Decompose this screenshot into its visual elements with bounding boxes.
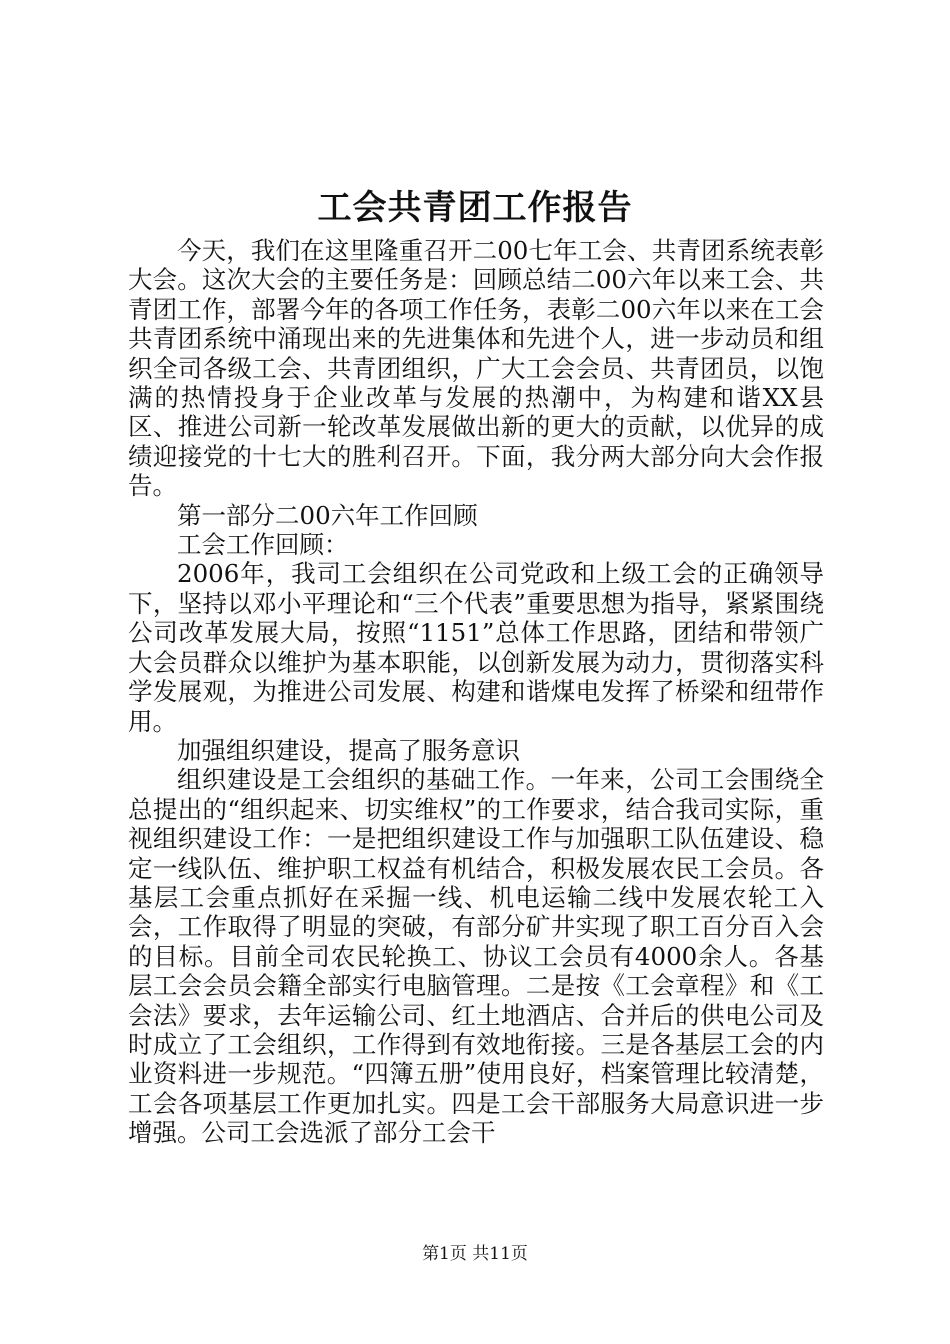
document-body — [128, 236, 824, 1148]
paragraph-organization-building: 组织建设是工会组织的基础工作。一年来，公司工会围绕全总提出的“组织起来、切实维权”的工作要求，结合我司实际，重视组织建设工作：一是把组织建设工作与加强职工队伍建设、稳定一线队伍、维护职工权益有机结合，积极发展农民工会员。各基层工会重点抓好在采掘一线、机电运输二线中发展农轮工入会，工作取得了明显的突破，有部分矿井实现了职工百分百入会的目标。目前全司农民轮换工、协议工会员有4000余人。各基层工会会员会籍全部实行电脑管理。二是按《工会章程》和《工会法》要求，去年运输公司、红土地酒店、合并后的供电公司及时成立了工会组织，工作得到有效地衔接。三是各基层工会的内业资料进一步规范。“四簿五册”使用良好，档案管理比较清楚，工会各项基层工作更加扎实。四是工会干部服务大局意识进一步增强。公司工会选派了部分工会干 — [128, 765, 824, 1148]
paragraph-intro: 今天，我们在这里隆重召开二00七年工会、共青团系统表彰大会。这次大会的主要任务是：回顾总结二00六年以来工会、共青团工作，部署今年的各项工作任务，表彰二00六年以来在工会共青团系统中涌现出来的先进集体和先进个人，进一步动员和组织全司各级工会、共青团组织，广大工会会员、共青团员，以饱满的热情投身于企业改革与发展的热潮中，为构建和谐XX县区、推进公司新一轮改革发展做出新的更大的贡献，以优异的成绩迎接党的十七大的胜利召开。下面，我分两大部分向大会作报告。 — [128, 236, 824, 501]
section-heading-part-one: 第一部分二00六年工作回顾 — [177, 500, 478, 530]
paragraph-2006-summary: 2006年，我司工会组织在公司党政和上级工会的正确领导下，坚持以邓小平理论和“三个代表”重要思想为指导，紧紧围绕公司改革发展大局，按照“1151”总体工作思路，团结和带领广大会员群众以维护为基本职能，以创新发展为动力，贯彻落实科学发展观，为推进公司发展、构建和谐煤电发挥了桥梁和纽带作用。 — [128, 559, 824, 736]
page-number-footer: 第1页 共11页 — [422, 1244, 528, 1264]
document-title: 工会共青团工作报告 — [317, 188, 633, 228]
subsection-heading-union-review: 工会工作回顾： — [177, 530, 349, 560]
subsection-heading-organization: 加强组织建设，提高了服务意识 — [177, 735, 520, 765]
